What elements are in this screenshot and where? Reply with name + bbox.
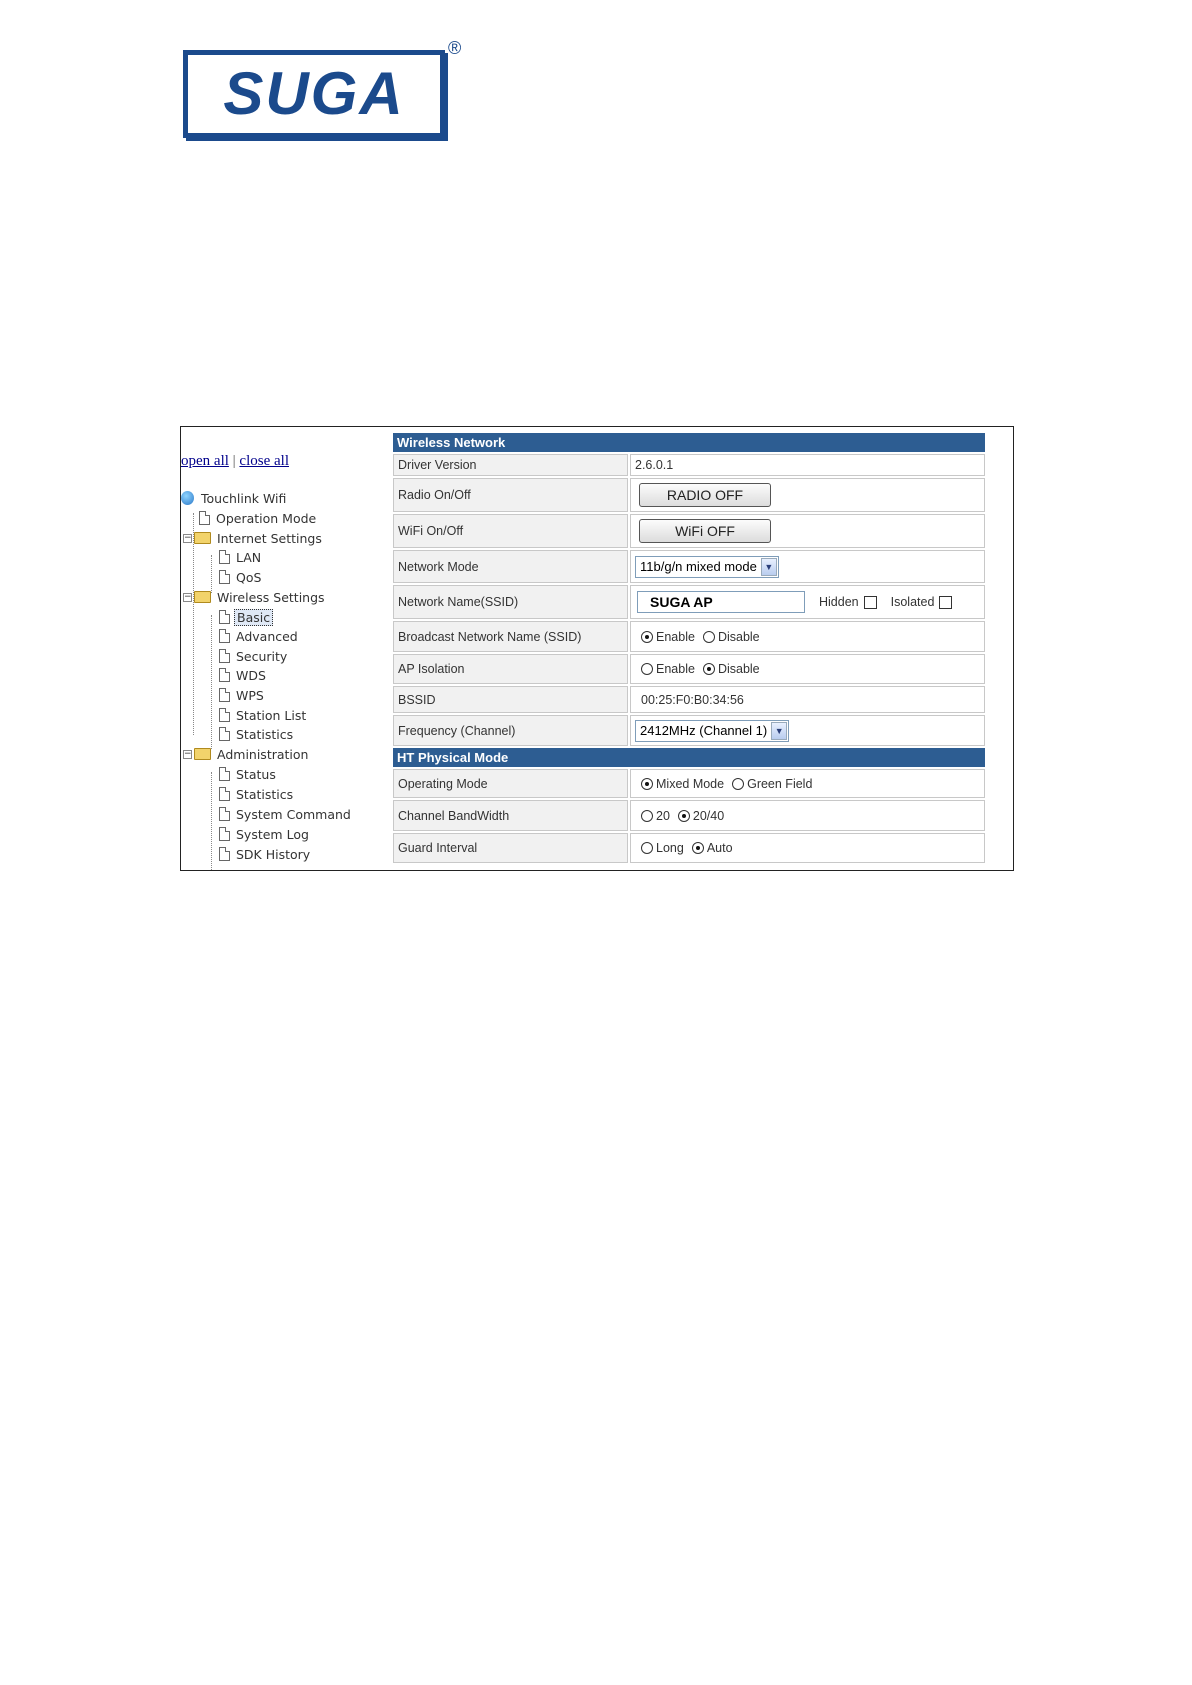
registered-mark: ® — [448, 38, 462, 58]
wifi-label: WiFi On/Off — [393, 514, 628, 548]
wifi-value — [630, 514, 985, 548]
tree-line — [211, 615, 212, 749]
row-network-mode — [393, 550, 985, 583]
ap-isolation-disable-radio[interactable] — [703, 663, 715, 675]
collapse-icon: − — [184, 591, 192, 602]
wireless-settings-panel — [393, 433, 985, 865]
page-icon — [219, 570, 230, 584]
row-channel-bandwidth — [393, 800, 985, 831]
page-icon — [219, 649, 230, 663]
guard-long-label: Long — [656, 841, 684, 855]
tree-item-lan[interactable]: LAN — [219, 548, 263, 566]
page-icon — [199, 511, 210, 525]
operating-mode-label: Operating Mode — [393, 769, 628, 798]
tree-item-system-command[interactable]: System Command — [219, 805, 353, 823]
frequency-select[interactable] — [635, 720, 789, 742]
ht-physical-mode-header: HT Physical Mode — [393, 748, 985, 767]
tree-folder-wireless-settings[interactable]: − Wireless Settings — [184, 589, 325, 605]
tree-item-status[interactable]: Status — [219, 765, 278, 783]
tree-item-system-log[interactable]: System Log — [219, 825, 311, 843]
ssid-input[interactable]: SUGA AP — [637, 591, 805, 613]
mixed-mode-radio[interactable] — [641, 778, 653, 790]
broadcast-enable-radio[interactable] — [641, 631, 653, 643]
broadcast-label: Broadcast Network Name (SSID) — [393, 621, 628, 652]
row-bssid — [393, 686, 985, 713]
page-icon — [219, 727, 230, 741]
page-icon — [219, 767, 230, 781]
frequency-selected: 2412MHz (Channel 1) — [640, 723, 768, 738]
ap-isolation-label: AP Isolation — [393, 654, 628, 684]
radio-label: Radio On/Off — [393, 478, 628, 512]
row-driver-version — [393, 454, 985, 476]
tree-folder-internet-settings[interactable]: − Internet Settings — [184, 530, 322, 546]
page-icon — [219, 807, 230, 821]
open-all-link[interactable]: open all — [181, 453, 229, 469]
wireless-network-header: Wireless Network — [393, 433, 985, 452]
tree-controls — [181, 453, 289, 470]
guard-interval-value — [630, 833, 985, 863]
guard-auto-radio[interactable] — [692, 842, 704, 854]
driver-version-value: 2.6.0.1 — [630, 454, 985, 476]
isolated-label: Isolated — [890, 595, 935, 609]
folder-icon — [194, 591, 211, 603]
bandwidth-20-40-label: 20/40 — [692, 808, 725, 823]
tree-line — [211, 772, 212, 870]
tree-item-advanced[interactable]: Advanced — [219, 627, 300, 645]
broadcast-disable-radio[interactable] — [703, 631, 715, 643]
frequency-value — [630, 715, 985, 746]
bssid-text: 00:25:F0:B0:34:56 — [641, 692, 744, 707]
network-mode-selected: 11b/g/n mixed mode — [640, 559, 757, 574]
row-frequency — [393, 715, 985, 746]
folder-icon — [194, 532, 211, 544]
bandwidth-20-40-radio[interactable] — [678, 810, 690, 822]
bandwidth-20-label: 20 — [656, 808, 670, 823]
hidden-label: Hidden — [819, 595, 859, 609]
folder-icon — [194, 748, 211, 760]
tree-controls-separator: | — [232, 453, 236, 469]
ap-isolation-value — [630, 654, 985, 684]
chevron-down-icon: ▼ — [761, 558, 777, 576]
page-icon — [219, 668, 230, 682]
tree-folder-administration[interactable]: − Administration — [184, 746, 309, 762]
bssid-value — [630, 686, 985, 713]
tree-item-basic[interactable]: Basic — [219, 608, 273, 626]
tree-item-wireless-statistics[interactable]: Statistics — [219, 725, 295, 743]
ap-isolation-enable-label: Enable — [656, 662, 695, 676]
page-icon — [219, 827, 230, 841]
tree-item-wds[interactable]: WDS — [219, 666, 268, 684]
guard-long-radio[interactable] — [641, 842, 653, 854]
page-icon — [219, 688, 230, 702]
radio-off-button[interactable]: RADIO OFF — [639, 483, 771, 507]
mixed-mode-label: Mixed Mode — [656, 776, 725, 791]
tree-item-operation-mode[interactable]: Operation Mode — [199, 509, 318, 527]
row-radio — [393, 478, 985, 512]
tree-item-admin-statistics[interactable]: Statistics — [219, 785, 295, 803]
radio-value — [630, 478, 985, 512]
page-icon — [219, 787, 230, 801]
channel-bandwidth-label: Channel BandWidth — [393, 800, 628, 831]
tree-item-sdk-history[interactable]: SDK History — [219, 845, 312, 863]
channel-bandwidth-value — [630, 800, 985, 831]
frequency-label: Frequency (Channel) — [393, 715, 628, 746]
nav-tree — [181, 427, 391, 870]
isolated-checkbox[interactable] — [939, 596, 952, 609]
driver-version-label: Driver Version — [393, 454, 628, 476]
broadcast-value — [630, 621, 985, 652]
ap-isolation-disable-label: Disable — [717, 662, 760, 676]
row-ssid — [393, 585, 985, 619]
tree-root[interactable]: Touchlink Wifi — [181, 489, 288, 507]
bssid-label: BSSID — [393, 686, 628, 713]
broadcast-disable-label: Disable — [717, 629, 760, 644]
page-icon — [219, 550, 230, 564]
tree-item-station-list[interactable]: Station List — [219, 706, 308, 724]
collapse-icon: − — [184, 532, 192, 543]
wifi-off-button[interactable]: WiFi OFF — [639, 519, 771, 543]
ssid-value — [630, 585, 985, 619]
page-icon — [219, 847, 230, 861]
page-icon — [219, 708, 230, 722]
close-all-link[interactable]: close all — [239, 453, 289, 469]
row-guard-interval — [393, 833, 985, 863]
guard-auto-label: Auto — [706, 841, 733, 855]
guard-interval-label: Guard Interval — [393, 833, 628, 863]
ap-isolation-enable-radio[interactable] — [641, 663, 653, 675]
tree-item-wps[interactable]: WPS — [219, 686, 266, 704]
row-operating-mode — [393, 769, 985, 798]
page-icon — [219, 629, 230, 643]
network-icon — [181, 491, 194, 505]
network-mode-value — [630, 550, 985, 583]
page-icon — [219, 610, 230, 624]
green-field-label: Green Field — [747, 776, 813, 791]
tree-item-qos[interactable]: QoS — [219, 568, 263, 586]
operating-mode-value — [630, 769, 985, 798]
green-field-radio[interactable] — [732, 778, 744, 790]
suga-logo — [183, 50, 445, 138]
router-config-screenshot — [180, 426, 1014, 871]
chevron-down-icon: ▼ — [771, 722, 787, 740]
row-wifi — [393, 514, 985, 548]
network-mode-label: Network Mode — [393, 550, 628, 583]
row-broadcast — [393, 621, 985, 652]
ssid-label: Network Name(SSID) — [393, 585, 628, 619]
hidden-checkbox[interactable] — [864, 596, 877, 609]
collapse-icon: − — [184, 748, 192, 759]
broadcast-enable-label: Enable — [656, 629, 695, 644]
bandwidth-20-radio[interactable] — [641, 810, 653, 822]
row-ap-isolation — [393, 654, 985, 684]
network-mode-select[interactable] — [635, 556, 779, 578]
logo-text: SUGA — [223, 60, 405, 127]
tree-item-security[interactable]: Security — [219, 647, 289, 665]
